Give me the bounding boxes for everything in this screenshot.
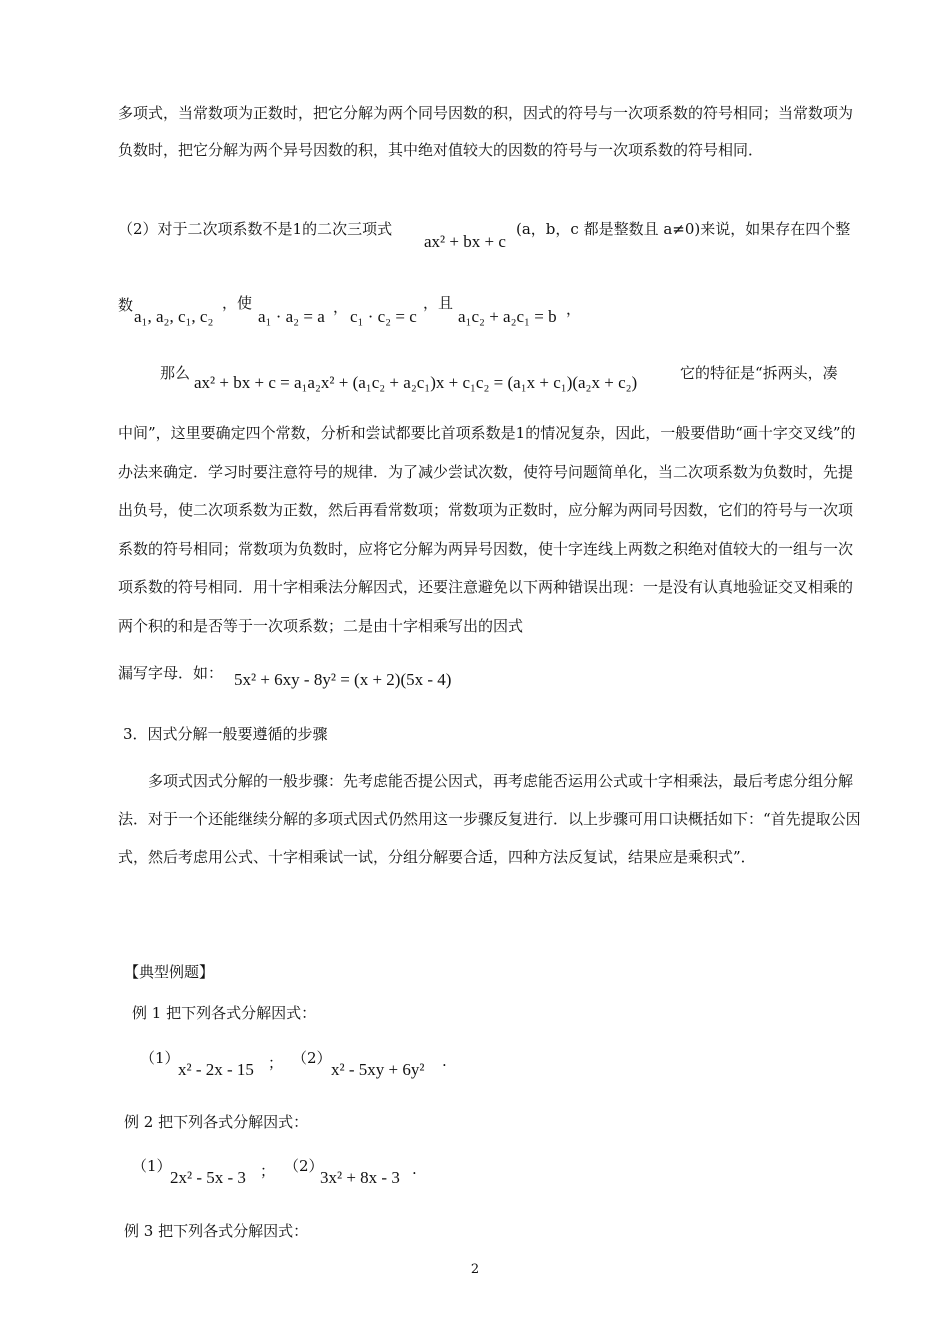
example-1-label-1: （1） [140,1049,180,1067]
example-2-formula-2: 3x² + 8x - 3 [320,1168,400,1187]
example-2-formula-1: 2x² - 5x - 3 [170,1168,246,1187]
example-1-end: . [442,1052,447,1070]
example-1-label-2: （2） [292,1049,332,1067]
paragraph-6-prefix: 漏写字母．如： [118,664,224,682]
formula-expansion: ax² + bx + c = a₁a₂x² + (a₁c₂ + a₂c₁)x + c₁c₂ = (a₁x + c₁)(a₂x + c₂) [194,373,638,392]
paragraph-intro: 多项式，当常数项为正数时，把它分解为两个同号因数的积，因式的符号与一次项系数的符号相同；当常数项为负数时，把它分解为两个异号因数的积，其中绝对值较大的因数的符号与一次项系数的符号相同． [118,104,854,159]
example-1-separator: ； [268,1054,284,1072]
paragraph-4-then: 那么 [160,364,191,382]
example-2-label-1: （1） [132,1157,172,1175]
formula-c1c2: c₁ · c₂ = c [350,307,417,326]
examples-header: 【典型例题】 [124,963,215,981]
formula-four-numbers: a₁, a₂, c₁, c₂ [134,307,214,326]
paragraph-3-end: ， [566,300,582,318]
paragraph-3-qie: ，且 [423,294,454,312]
example-1-formula-1: x² - 2x - 15 [178,1060,254,1079]
paragraph-3-shu: 数 [118,296,134,314]
paragraph-3-comma-2: ， [333,298,349,316]
formula-b: a₁c₂ + a₂c₁ = b [458,307,557,326]
example-3-title: 例 3 把下列各式分解因式： [124,1222,309,1240]
example-1-formula-2: x² - 5xy + 6y² [331,1060,425,1079]
example-1-title: 例 1 把下列各式分解因式： [132,1004,317,1022]
paragraph-4-suffix: 它的特征是“拆两头，凑 [680,364,838,382]
formula-a1a2: a₁ · a₂ = a [258,307,325,326]
example-2-label-2: （2） [284,1157,324,1175]
paragraph-2-prefix: （2）对于二次项系数不是1的二次三项式 [118,220,393,238]
section-3-body: 多项式因式分解的一般步骤：先考虑能否提公因式，再考虑能否运用公式或十字相乘法，最后考虑分组分解法．对于一个还能继续分解的多项式因式仍然用这一步骤反复进行．以上步骤可用口诀概括如下：“首先提取公因式，然后考虑用公式、十字相乘试一试，分组分解要合适，四种方法反复试，结果应是乘积式”． [118,772,861,866]
formula-example: 5x² + 6xy - 8y² = (x + 2)(5x - 4) [234,670,452,689]
paragraph-2-suffix: (a，b，c 都是整数且 a≠0)来说，如果存在四个整 [516,220,851,238]
paragraph-2 [118,218,392,239]
example-2-end: . [412,1160,417,1178]
paragraph-cross-method: 中间”，这里要确定四个常数，分析和尝试都要比首项系数是1的情况复杂，因此，一般要借助“画十字交叉线”的办法来确定．学习时要注意符号的规律．为了减少尝试次数，使符号问题简单化，当二次项系数为负数时，先提出负号，使二次项系数为正数，然后再看常数项；常数项为正数时，应分解为两同号因数，它们的符号与一次项系数的符号相同；常数项为负数时，应将它分解为两异号因数，使十字连线上两数之积绝对值较大的一组与一次项系数的符号相同．用十字相乘法分解因式，还要注意避免以下两种错误出现：一是没有认真地验证交叉相乘的两个积的和是否等于一次项系数；二是由十字相乘写出的因式 [118,424,856,635]
section-3-title: 3．因式分解一般要遵循的步骤 [123,725,328,743]
paragraph-3-comma-1: ，使 [222,294,253,312]
formula-quadratic: ax² + bx + c [424,232,506,251]
example-2-separator: ； [260,1162,276,1180]
example-2-title: 例 2 把下列各式分解因式： [124,1113,309,1131]
page-number: 2 [470,1262,480,1277]
